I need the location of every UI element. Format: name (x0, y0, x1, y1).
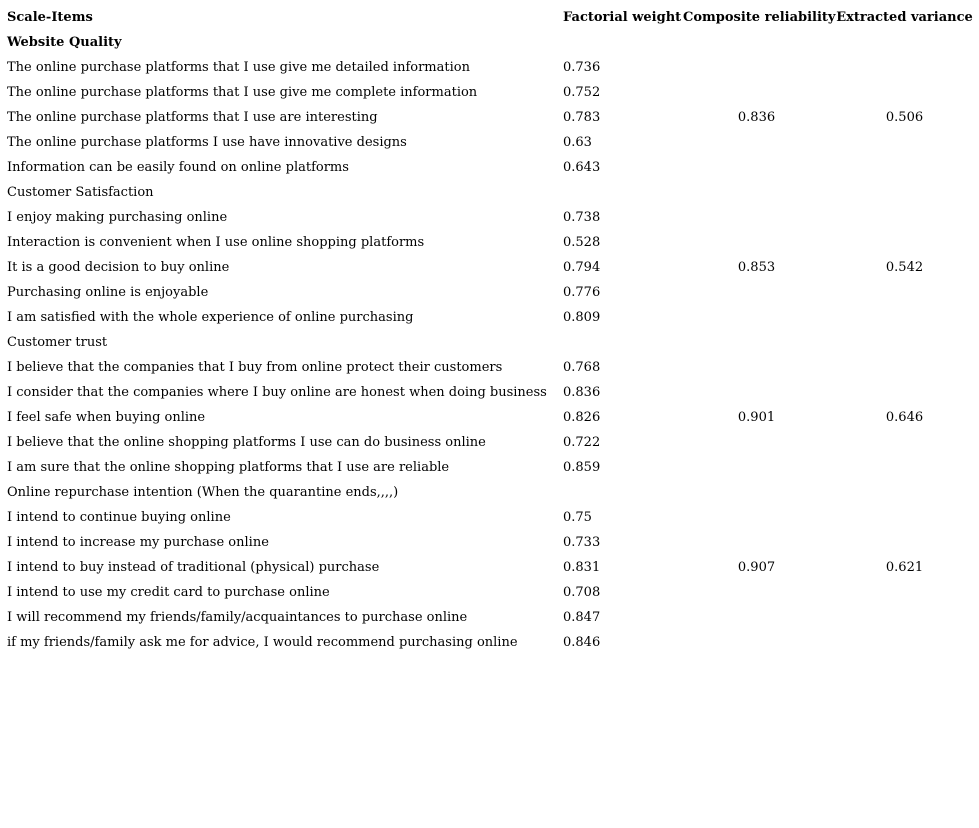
composite-reliability-value: 0.907 (737, 560, 776, 575)
item-label: I intend to increase my purchase online (7, 535, 269, 550)
factorial-weight-value: 0.708 (563, 585, 601, 600)
item-label: It is a good decision to buy online (7, 260, 230, 275)
factorial-weight-value: 0.831 (563, 560, 601, 575)
table-row (0, 530, 979, 555)
extracted-variance-value: 0.506 (885, 110, 924, 125)
item-label: I intend to continue buying online (7, 510, 231, 525)
section-title: Website Quality (7, 35, 122, 50)
factorial-weight-value: 0.809 (563, 310, 601, 325)
table-row (0, 230, 979, 255)
section-row (0, 30, 979, 55)
factorial-weight-value: 0.768 (563, 360, 601, 375)
composite-reliability-value: 0.901 (737, 410, 776, 425)
item-label: The online purchase platforms that I use give me complete information (7, 85, 478, 100)
factorial-weight-value: 0.752 (563, 85, 601, 100)
factorial-weight-value: 0.846 (563, 635, 601, 650)
table-row (0, 455, 979, 480)
factorial-weight-value: 0.847 (563, 610, 601, 625)
section-title: Online repurchase intention (When the quarantine ends,,,,) (7, 485, 399, 500)
factorial-weight-value: 0.738 (563, 210, 601, 225)
item-label: I believe that the online shopping platforms I use can do business online (7, 435, 486, 450)
table-row (0, 55, 979, 80)
item-label: I feel safe when buying online (7, 410, 206, 425)
factorial-weight-value: 0.733 (563, 535, 601, 550)
factorial-weight-value: 0.859 (563, 460, 601, 475)
composite-reliability-value: 0.836 (737, 110, 776, 125)
item-label: I enjoy making purchasing online (7, 210, 228, 225)
item-label: Purchasing online is enjoyable (7, 285, 209, 300)
item-label: Interaction is convenient when I use online shopping platforms (7, 235, 425, 250)
table-row (0, 255, 979, 280)
table-row (0, 155, 979, 180)
section-row (0, 330, 979, 355)
factorial-weight-value: 0.63 (563, 135, 592, 150)
section-title: Customer Satisfaction (7, 185, 154, 200)
table-row (0, 405, 979, 430)
table-row (0, 430, 979, 455)
factorial-weight-value: 0.528 (563, 235, 601, 250)
factorial-weight-value: 0.776 (563, 285, 601, 300)
column-header-factorial-weight: Factorial weight (563, 10, 682, 25)
table-row (0, 630, 979, 655)
factorial-weight-value: 0.826 (563, 410, 601, 425)
item-label: The online purchase platforms that I use give me detailed information (7, 60, 470, 75)
item-label: I will recommend my friends/family/acquaintances to purchase online (7, 610, 468, 625)
section-row (0, 480, 979, 505)
item-label: Information can be easily found on online platforms (7, 160, 349, 175)
section-row (0, 180, 979, 205)
item-label: I intend to use my credit card to purchase online (7, 585, 330, 600)
table-header-row (0, 5, 979, 30)
factorial-weight-value: 0.836 (563, 385, 601, 400)
column-header-scale-items: Scale-Items (7, 10, 93, 25)
item-label: The online purchase platforms I use have innovative designs (7, 135, 407, 150)
item-label: if my friends/family ask me for advice, I would recommend purchasing online (7, 635, 518, 650)
table-row (0, 280, 979, 305)
item-label: I consider that the companies where I buy online are honest when doing business (7, 385, 547, 400)
item-label: The online purchase platforms that I use are interesting (7, 110, 378, 125)
table-row (0, 580, 979, 605)
factorial-weight-value: 0.722 (563, 435, 601, 450)
extracted-variance-value: 0.646 (885, 410, 924, 425)
factorial-weight-value: 0.736 (563, 60, 601, 75)
factorial-weight-value: 0.75 (563, 510, 592, 525)
item-label: I am sure that the online shopping platforms that I use are reliable (7, 460, 450, 475)
factorial-weight-value: 0.783 (563, 110, 601, 125)
factorial-weight-value: 0.794 (563, 260, 601, 275)
table-row (0, 305, 979, 330)
table-row (0, 105, 979, 130)
table-row (0, 605, 979, 630)
table-row (0, 555, 979, 580)
table-row (0, 355, 979, 380)
table-row (0, 205, 979, 230)
composite-reliability-value: 0.853 (737, 260, 776, 275)
factorial-weight-value: 0.643 (563, 160, 601, 175)
extracted-variance-value: 0.621 (885, 560, 924, 575)
table-row (0, 80, 979, 105)
table-row (0, 380, 979, 405)
column-header-extracted-variance: Extracted variance (836, 10, 973, 25)
item-label: I am satisfied with the whole experience of online purchasing (7, 310, 414, 325)
column-header-composite-reliability: Composite reliability (683, 10, 836, 25)
table-row (0, 505, 979, 530)
section-title: Customer trust (7, 335, 108, 350)
extracted-variance-value: 0.542 (885, 260, 924, 275)
table-row (0, 130, 979, 155)
item-label: I intend to buy instead of traditional (physical) purchase (7, 560, 380, 575)
item-label: I believe that the companies that I buy from online protect their customers (7, 360, 503, 375)
table-body (0, 30, 979, 655)
